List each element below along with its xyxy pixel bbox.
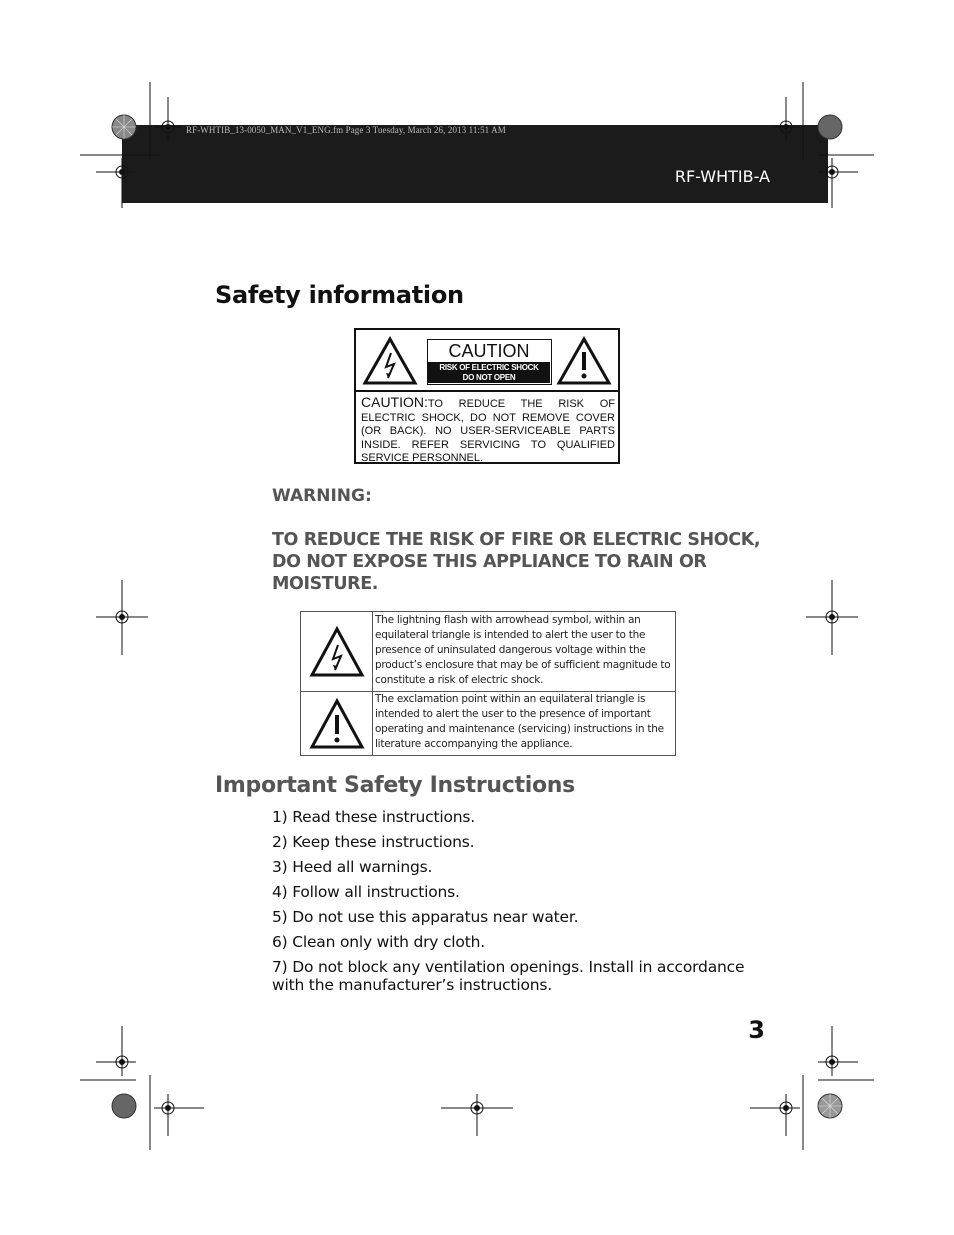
symbol-table xyxy=(300,611,676,756)
caution-title: CAUTION xyxy=(428,340,550,363)
exclamation-triangle-icon xyxy=(309,698,365,750)
lightning-triangle-icon xyxy=(309,626,365,678)
caution-subtitle-line1: RISK OF ELECTRIC SHOCK xyxy=(439,363,539,372)
page-number: 3 xyxy=(748,1016,765,1044)
caution-text-body: TO REDUCE THE RISK OF ELECTRIC SHOCK, DO NOT REMOVE COVER (OR BACK). NO USER-SERVICEABLE PARTS INSIDE. REFER SERVICING TO QUALIFIED SERVICE PERSONNEL. xyxy=(361,398,615,464)
instruction-item: 4) Follow all instructions. xyxy=(272,883,460,901)
page-title: Safety information xyxy=(215,281,464,309)
caution-subtitle-line2: DO NOT OPEN xyxy=(462,373,516,382)
caution-sign xyxy=(427,339,552,385)
instruction-item: 7) Do not block any ventilation openings. Install in accordance with the manufacturer’s instructions. xyxy=(272,958,745,994)
exclamation-triangle-icon xyxy=(556,336,612,386)
caution-label xyxy=(354,328,620,464)
warning-heading: WARNING: xyxy=(272,486,372,506)
symbol-description: The lightning flash with arrowhead symbol, within an equilateral triangle is intended to alert the user to the presence of uninsulated dangerous voltage within the product’s enclosure that may be of sufficient magnitude to constitute a risk of electric shock. xyxy=(375,614,671,686)
symbol-description: The exclamation point within an equilateral triangle is intended to alert the user to the presence of important operating and maintenance (servicing) instructions in the literature accompanying the appliance. xyxy=(375,693,664,750)
caution-label-header xyxy=(356,330,618,392)
instruction-item: 3) Heed all warnings. xyxy=(272,858,433,876)
caution-text-lead: CAUTION: xyxy=(361,394,428,410)
instruction-item: 5) Do not use this apparatus near water. xyxy=(272,908,579,926)
file-stamp: RF-WHTIB_13-0050_MAN_V1_ENG.fm Page 3 Tuesday, March 26, 2013 11:51 AM xyxy=(186,125,506,135)
instruction-item: 2) Keep these instructions. xyxy=(272,833,475,851)
symbol-row xyxy=(301,692,675,755)
caution-text xyxy=(361,396,615,466)
warning-body: TO REDUCE THE RISK OF FIRE OR ELECTRIC SHOCK, DO NOT EXPOSE THIS APPLIANCE TO RAIN OR MOISTURE. xyxy=(272,530,761,594)
instruction-item: 1) Read these instructions. xyxy=(272,808,475,826)
lightning-triangle-icon xyxy=(362,336,418,386)
table-divider xyxy=(372,612,373,755)
instruction-item: 6) Clean only with dry cloth. xyxy=(272,933,485,951)
model-number: RF-WHTIB-A xyxy=(674,167,770,186)
section-title: Important Safety Instructions xyxy=(215,773,575,798)
caution-subtitle xyxy=(428,363,550,383)
symbol-row xyxy=(301,612,675,692)
